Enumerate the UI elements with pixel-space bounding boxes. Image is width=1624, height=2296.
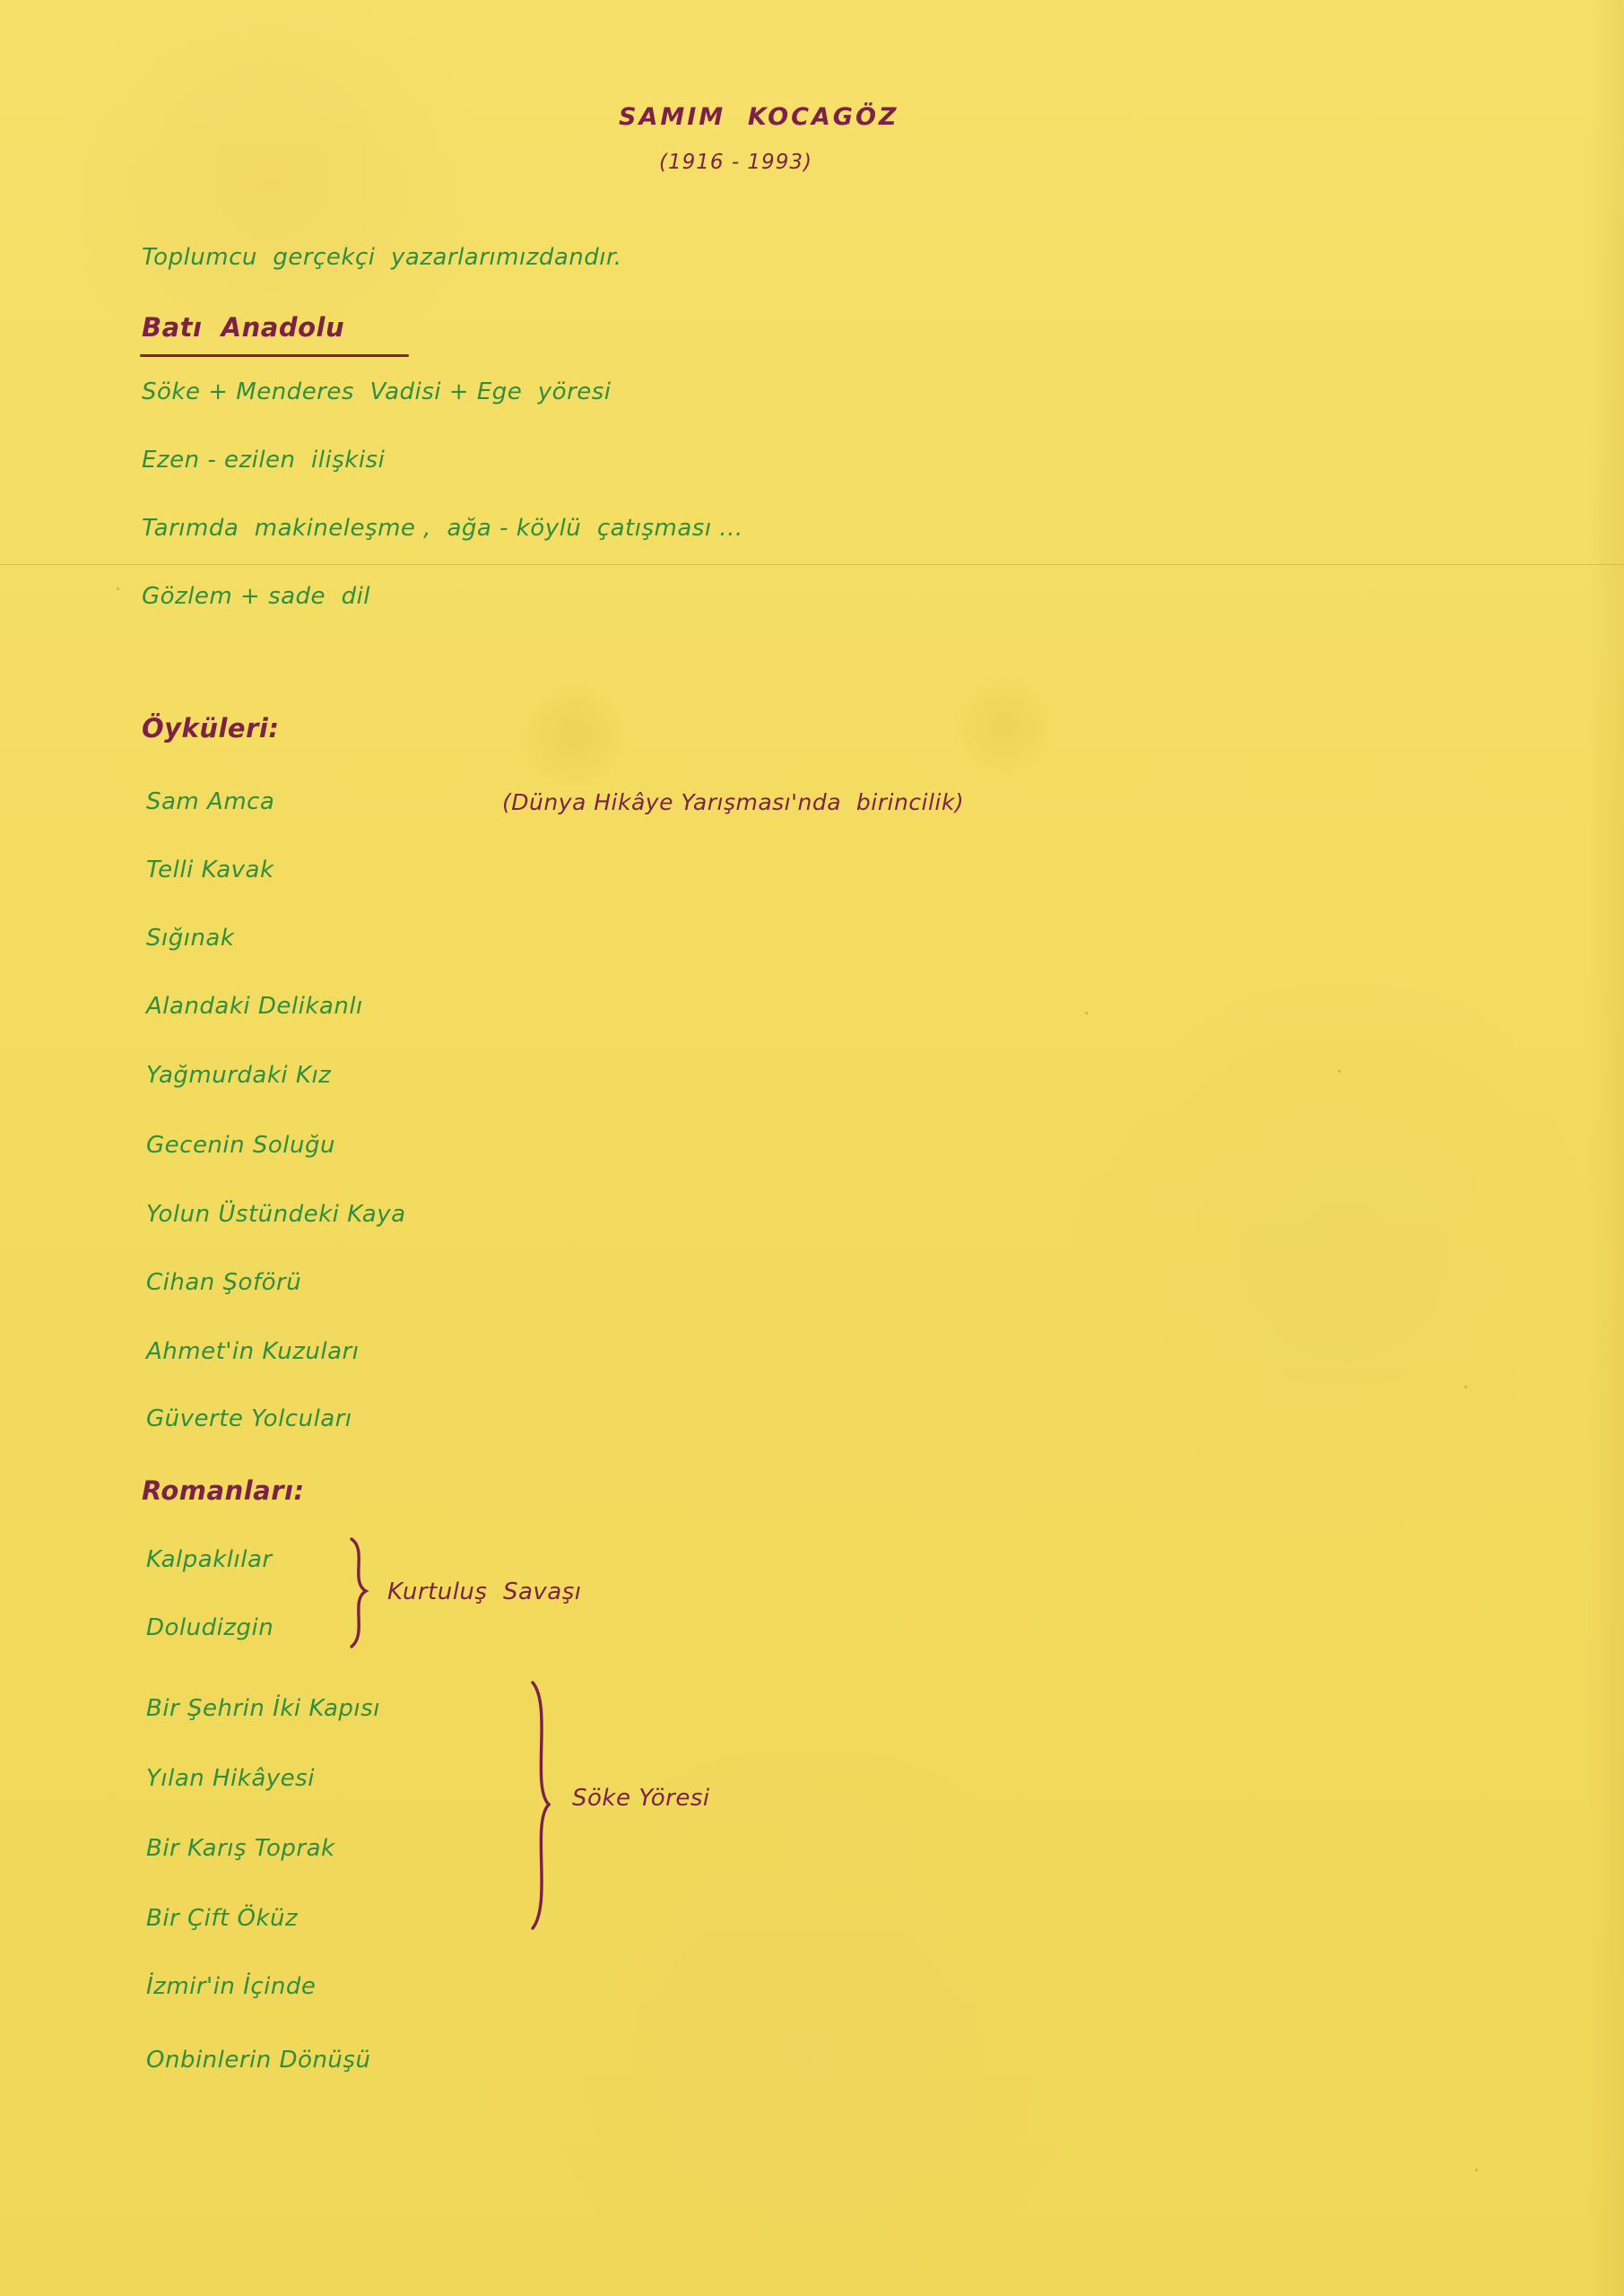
paper-speck <box>117 587 119 590</box>
paper-speck <box>1085 1012 1088 1014</box>
paper-speck <box>1464 1386 1467 1388</box>
paper-speck <box>1338 1070 1341 1073</box>
intro-line-1: Toplumcu gerçekçi yazarlarımızdandır. <box>142 244 622 271</box>
story-item-5: Yağmurdaki Kız <box>146 1062 332 1089</box>
author-life-years: (1916 - 1993) <box>659 151 812 174</box>
novel-item-7: İzmir'in İçinde <box>146 1973 317 2000</box>
story-item-7: Yolun Üstündeki Kaya <box>146 1201 406 1228</box>
brace-label-soke-yoresi: Söke Yöresi <box>572 1785 710 1812</box>
novel-item-3: Bir Şehrin İki Kapısı <box>146 1695 380 1722</box>
story-item-2: Telli Kavak <box>146 857 274 883</box>
brace-label-kurtulus-savasi: Kurtuluş Savaşı <box>387 1578 582 1605</box>
intro-line-5: Tarımda makineleşme , ağa - köylü çatışması ... <box>142 515 743 542</box>
intro-line-6: Gözlem + sade dil <box>142 583 371 610</box>
page-edge-shading <box>1588 0 1624 2296</box>
novel-item-2: Doludizgin <box>146 1614 274 1641</box>
novel-item-4: Yılan Hikâyesi <box>146 1765 315 1792</box>
subheading-bati-anadolu: Batı Anadolu <box>142 312 345 343</box>
story-item-10: Güverte Yolcuları <box>146 1405 352 1432</box>
story-award-annotation: (Dünya Hikâye Yarışması'nda birincilik) <box>502 789 965 815</box>
scan-artifact-line <box>0 564 1624 565</box>
brace-kurtulus-savasi <box>346 1535 391 1652</box>
novel-item-1: Kalpaklılar <box>146 1546 273 1573</box>
story-item-1: Sam Amca <box>146 788 275 815</box>
intro-line-4: Ezen - ezilen ilişkisi <box>142 447 386 474</box>
page-title: SAMIM KOCAGÖZ <box>619 103 899 131</box>
story-item-3: Sığınak <box>146 925 235 952</box>
novel-item-8: Onbinlerin Dönüşü <box>146 2047 371 2074</box>
story-item-8: Cihan Şoförü <box>146 1269 302 1296</box>
intro-line-3: Söke + Menderes Vadisi + Ege yöresi <box>142 378 612 405</box>
brace-soke-yoresi <box>525 1679 576 1932</box>
story-item-6: Gecenin Soluğu <box>146 1132 335 1159</box>
novel-item-5: Bir Karış Toprak <box>146 1835 335 1862</box>
subheading-underline <box>140 354 409 357</box>
section-heading-stories: Öyküleri: <box>142 713 280 744</box>
story-item-9: Ahmet'in Kuzuları <box>146 1338 360 1365</box>
story-item-4: Alandaki Delikanlı <box>146 993 363 1020</box>
paper-speck <box>1475 2169 1478 2171</box>
section-heading-novels: Romanları: <box>142 1475 305 1506</box>
novel-item-6: Bir Çift Öküz <box>146 1905 299 1932</box>
